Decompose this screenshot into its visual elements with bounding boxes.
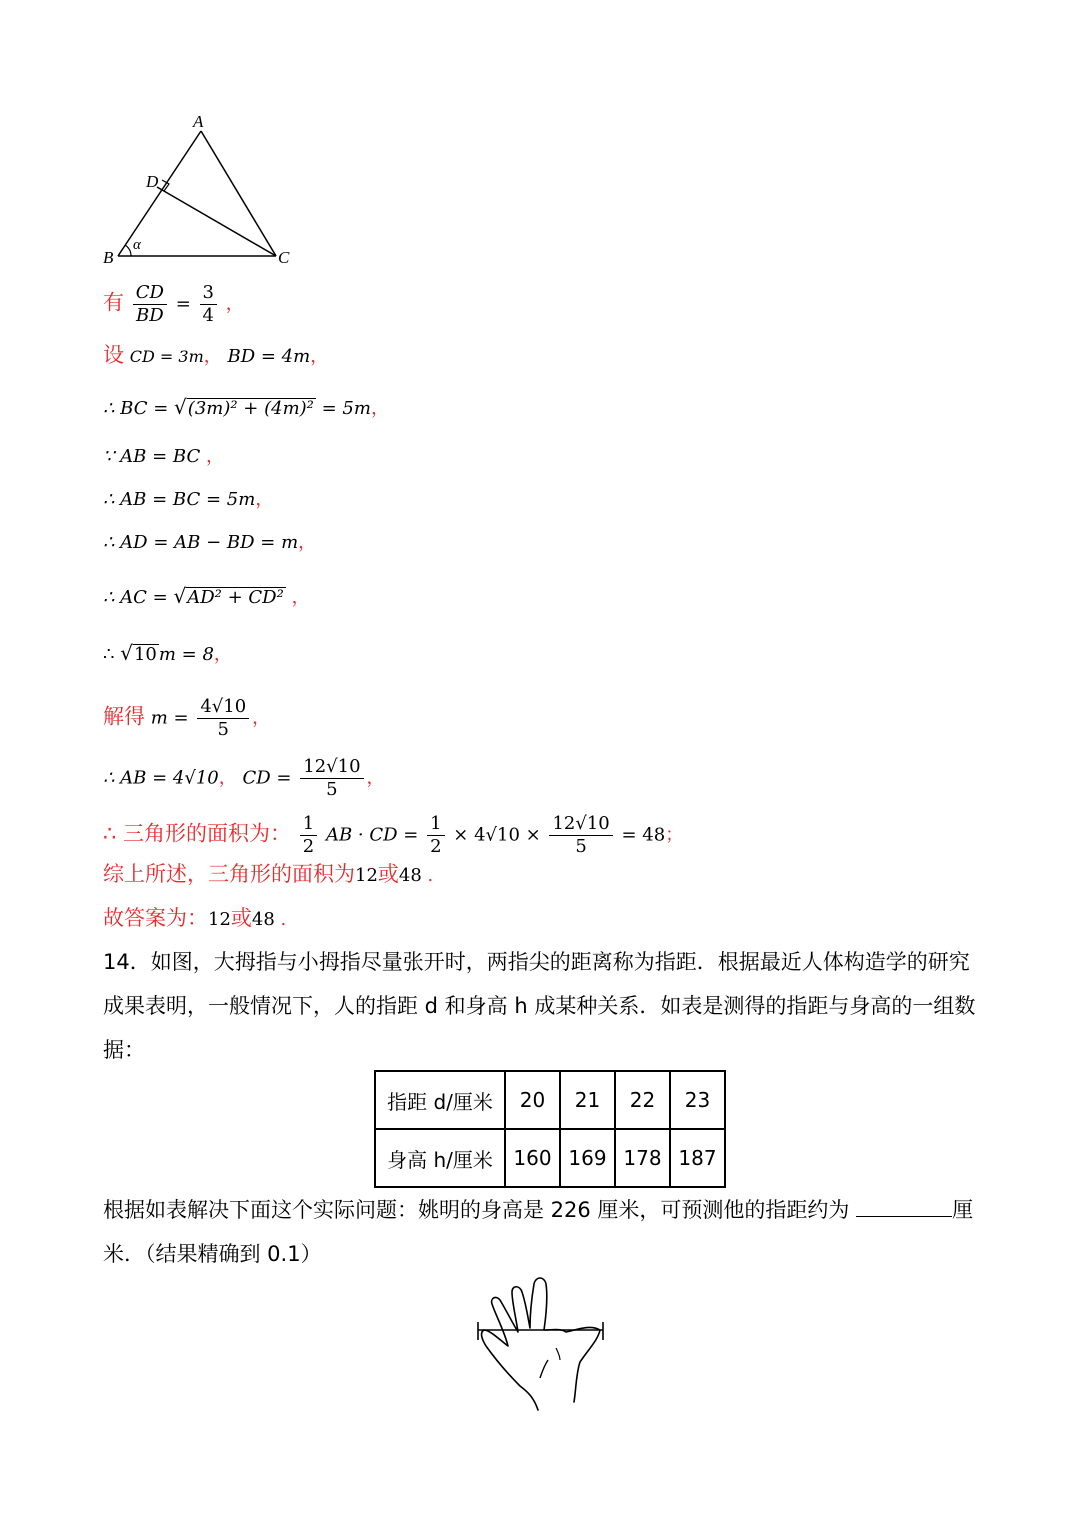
denominator: 2 <box>430 836 442 857</box>
expr: ∴ AB = 4√10 <box>103 767 219 789</box>
numerator: 1 <box>427 813 444 836</box>
row-label: 身高 h/厘米 <box>375 1129 505 1187</box>
expr: ∵ AB = BC <box>103 446 201 467</box>
numerator: 1 <box>300 813 317 836</box>
punct: ， <box>255 489 274 510</box>
text: 设 <box>103 343 124 367</box>
label-c: C <box>278 248 290 267</box>
palm-crease <box>540 1360 548 1378</box>
solution-line-11 <box>103 813 683 858</box>
answer-blank[interactable] <box>856 1194 952 1217</box>
punct: ； <box>665 824 684 846</box>
radicand: 10 <box>133 644 157 665</box>
punct: ， <box>203 346 222 367</box>
numerator: 3 <box>200 282 217 305</box>
punct: . <box>427 865 434 886</box>
text: 或 <box>230 906 252 930</box>
text: 有 <box>103 290 124 315</box>
solution-line-6 <box>103 531 316 555</box>
denominator: 4 <box>202 305 214 326</box>
expr: CD = 3m <box>129 347 204 366</box>
solution-line-5 <box>103 488 273 512</box>
radical-sign: √ <box>120 641 133 665</box>
fraction-half-1 <box>300 813 317 858</box>
expr: CD = <box>242 767 292 789</box>
question-tail: 米．（结果精确到 0.1） <box>103 1242 322 1266</box>
table-cell: 169 <box>560 1129 615 1187</box>
radicand: AD² + CD² <box>187 587 284 608</box>
fraction-3-4 <box>200 282 217 327</box>
text: 综上所述，三角形的面积为 <box>103 862 355 886</box>
punct: ， <box>291 587 310 608</box>
table-cell: 187 <box>670 1129 725 1187</box>
denominator: 5 <box>217 719 229 740</box>
solution-line-8 <box>103 641 232 667</box>
table-cell: 160 <box>505 1129 560 1187</box>
expr: ∴ BC = <box>103 398 169 419</box>
table-cell: 23 <box>670 1071 725 1129</box>
value: 12 <box>208 909 231 930</box>
expr: m = <box>150 707 189 729</box>
punct: ， <box>366 767 385 789</box>
value: 48 <box>251 909 275 930</box>
label-d: D <box>146 172 159 191</box>
punct: ， <box>206 446 224 467</box>
text: ∴ 三角形的面积为： <box>103 821 292 846</box>
solution-line-7 <box>103 584 310 610</box>
value: 48 <box>398 865 422 886</box>
denominator: 2 <box>302 836 315 857</box>
triangle-figure <box>95 105 305 275</box>
denominator: BD <box>136 305 164 326</box>
table-row <box>375 1071 725 1129</box>
punct: ， <box>225 293 244 315</box>
table-cell: 22 <box>615 1071 670 1129</box>
punct: . <box>280 909 287 930</box>
denominator: 5 <box>326 779 338 800</box>
solution-line-12 <box>103 862 433 888</box>
label-alpha: α <box>133 237 141 253</box>
expr: BD = 4m <box>227 346 311 367</box>
table-cell: 178 <box>615 1129 670 1187</box>
table-cell: 20 <box>505 1071 560 1129</box>
label-b: B <box>103 248 114 267</box>
angle-arc <box>125 245 131 256</box>
fraction-cd-value <box>549 813 612 858</box>
equals: = <box>175 293 191 315</box>
data-table <box>374 1070 726 1188</box>
problem-14-text: 14．如图，大拇指与小拇指尽量张开时，两指尖的距离称为指距．根据最近人体构造学的研究成果表明，一般情况下，人的指距 d 和身高 h 成某种关系．如表是测得的指距与身高的一组数据： <box>103 950 976 1062</box>
table-cell: 21 <box>560 1071 615 1129</box>
solution-line-3 <box>103 395 389 421</box>
expr: AB · CD = <box>325 824 419 846</box>
solution-line-10 <box>103 756 385 801</box>
expr: × 4√10 × <box>453 824 541 846</box>
solution-line-1 <box>103 282 244 327</box>
hand-outline <box>482 1278 600 1410</box>
segment-cd <box>157 187 276 256</box>
expr: ∴ AC = <box>103 587 168 608</box>
question-lead: 根据如表解决下面这个实际问题：姚明的身高是 226 厘米，可预测他的指距约为 <box>103 1198 850 1222</box>
punct: ， <box>298 532 317 553</box>
solution-line-13 <box>103 906 286 932</box>
expr: = 5m <box>321 398 371 419</box>
hand-figure <box>470 1268 610 1418</box>
text: 或 <box>377 862 399 886</box>
expr: = 48 <box>621 824 666 846</box>
row-label: 指距 d/厘米 <box>375 1071 505 1129</box>
numerator: 12√10 <box>549 813 612 836</box>
numerator: CD <box>133 282 167 305</box>
text: 解得 <box>103 704 145 729</box>
unit-part: 厘 <box>952 1198 974 1222</box>
solution-line-2 <box>103 343 328 369</box>
fraction-m <box>197 696 249 741</box>
side-ab <box>118 131 201 256</box>
label-a: A <box>193 112 204 131</box>
denominator: 5 <box>575 836 587 857</box>
question-text <box>103 1188 978 1276</box>
expr: m = 8 <box>158 644 214 665</box>
fraction-half-2 <box>427 813 444 858</box>
punct: ， <box>370 398 389 419</box>
punct: ， <box>252 707 271 729</box>
therefore: ∴ <box>103 644 115 665</box>
radicand: (3m)² + (4m)² <box>187 398 314 419</box>
text: 故答案为： <box>103 906 208 930</box>
side-ac <box>201 131 276 256</box>
punct: ， <box>213 644 232 665</box>
solution-line-9 <box>103 696 270 741</box>
fraction-cd <box>300 756 363 801</box>
numerator: 12√10 <box>300 756 363 779</box>
value: 12 <box>355 865 378 886</box>
table-row <box>375 1129 725 1187</box>
punct: ， <box>218 767 237 789</box>
punct: ， <box>310 346 329 367</box>
palm-crease <box>556 1348 560 1360</box>
radical-sign: √ <box>173 584 187 608</box>
numerator: 4√10 <box>197 696 249 719</box>
expr: ∴ AD = AB − BD = m <box>103 532 299 553</box>
expr: ∴ AB = BC = 5m <box>103 489 256 510</box>
radical-sign: √ <box>174 395 187 419</box>
solution-line-4 <box>103 445 224 469</box>
fraction-cd-bd <box>133 282 167 327</box>
